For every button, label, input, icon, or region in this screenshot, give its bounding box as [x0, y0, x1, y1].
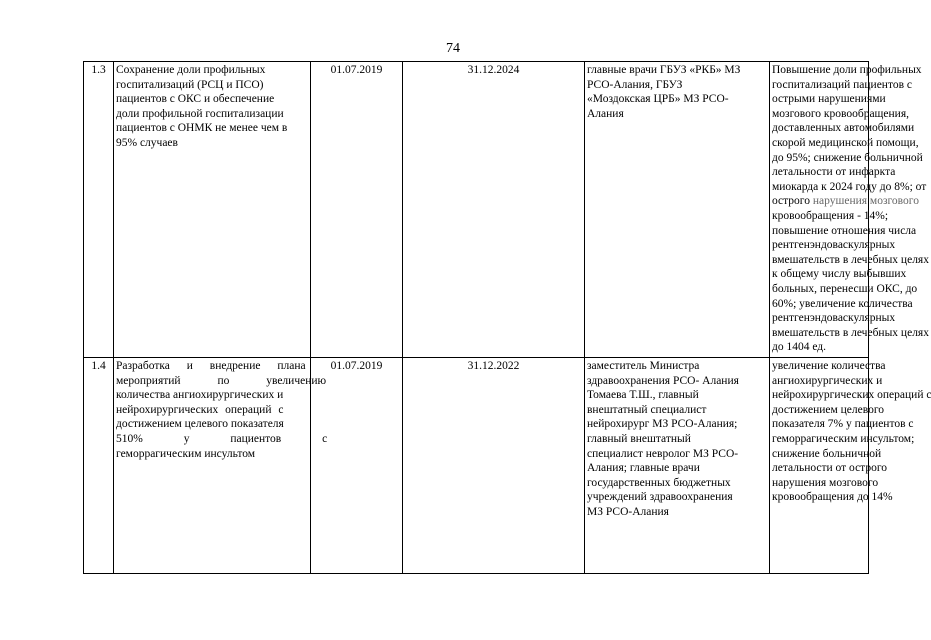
- result-line: нейрохирургических операций с: [772, 389, 931, 402]
- page-number: 74: [446, 41, 460, 56]
- row-number: 1.4: [84, 358, 114, 574]
- activity-title: [114, 62, 311, 358]
- row-number: 1.3: [84, 62, 114, 358]
- title-line: Разработка и внедрение плана: [116, 360, 306, 372]
- result-line: летальности от острого: [772, 462, 888, 475]
- activity-title: [114, 358, 328, 574]
- result-line: вмешательств в лечебных целях: [772, 326, 929, 339]
- result-line: снижение больничной: [772, 447, 882, 460]
- title-line: мероприятий по увеличению: [116, 374, 327, 387]
- title-line: Сохранение доли профильных: [116, 64, 266, 76]
- result-line: рентгенэндоваскулярных: [772, 312, 896, 325]
- result-line: ангиохирургических и: [772, 374, 883, 387]
- end-date: 31.12.2022: [403, 358, 585, 574]
- result-line: кровообращения - 14%;: [772, 209, 889, 222]
- result-line: Повышение доли профильных: [772, 64, 922, 76]
- result-line: мозгового кровообращения,: [772, 107, 909, 120]
- result-line: до 95%; снижение больничной: [772, 151, 923, 164]
- result-line: острыми нарушениями: [772, 93, 886, 106]
- result-line: рентгенэндоваскулярных: [772, 239, 896, 252]
- responsible-line: РСО-Алания, ГБУЗ: [587, 78, 683, 91]
- responsible-line: государственных бюджетных: [587, 476, 731, 489]
- result-line: нарушения мозгового: [772, 476, 879, 489]
- title-line: пациентов с ОКС и обеспечение: [116, 93, 275, 106]
- result-line: показателя 7% у пациентов с: [772, 418, 914, 431]
- result-line: летальности от инфаркта: [772, 166, 896, 179]
- title-line: достижением целевого показателя: [116, 418, 284, 431]
- responsible-line: здравоохранения РСО- Алания: [587, 374, 739, 387]
- title-line: количества ангиохирургических и: [116, 389, 284, 402]
- result-line: госпитализаций пациентов с: [772, 78, 912, 91]
- plan-table: [83, 61, 931, 574]
- result-line: больных, перенесши ОКС, до: [772, 282, 918, 295]
- result-line: кровообращения до 14%: [772, 491, 893, 504]
- responsible-line: «Моздокская ЦРБ» МЗ РСО-: [587, 93, 729, 106]
- expected-result: [770, 358, 931, 574]
- result-line: увеличение количества: [772, 360, 886, 372]
- responsible-line: заместитель Министра: [587, 360, 700, 372]
- result-line: вмешательств в лечебных целях: [772, 253, 929, 266]
- responsible: [585, 358, 770, 574]
- start-date: 01.07.2019: [311, 62, 403, 358]
- start-date: 01.07.2019: [311, 358, 403, 574]
- table-row: [84, 62, 869, 358]
- title-line: доли профильной госпитализации: [116, 107, 284, 120]
- title-line: 95% случаев: [116, 136, 178, 149]
- result-line: повышение отношения числа: [772, 224, 917, 237]
- responsible-line: внештатный специалист: [587, 403, 707, 416]
- result-line: скорой медицинской помощи,: [772, 136, 919, 149]
- result-fragment: острого: [772, 195, 810, 208]
- responsible-line: главный внештатный: [587, 432, 691, 445]
- responsible-line: нейрохирург МЗ РСО-Алания;: [587, 418, 738, 431]
- result-fragment-grey: нарушения мозгового: [812, 195, 919, 208]
- responsible-line: учреждений здравоохранения: [587, 491, 733, 504]
- responsible-line: МЗ РСО-Алания: [587, 505, 669, 518]
- responsible: [585, 62, 770, 358]
- table-row: [84, 358, 869, 574]
- title-line: 510% у пациентов с: [116, 432, 328, 445]
- result-line: геморрагическим инсультом;: [772, 432, 915, 445]
- title-line: госпитализаций (РСЦ и ПСО): [116, 78, 264, 91]
- responsible-line: Томаева Т.Ш., главный: [587, 389, 699, 402]
- result-line: достижением целевого: [772, 403, 885, 416]
- responsible-line: Алания: [587, 107, 624, 120]
- result-line: до 1404 ед.: [772, 341, 827, 354]
- responsible-line: Алания; главные врачи: [587, 462, 700, 475]
- result-line: миокарда к 2024 году до 8%; от: [772, 180, 927, 193]
- title-line: пациентов с ОНМК не менее чем в: [116, 122, 288, 135]
- expected-result: [770, 62, 929, 358]
- result-line: доставленных автомобилями: [772, 122, 915, 135]
- responsible-line: главные врачи ГБУЗ «РКБ» МЗ: [587, 64, 741, 76]
- result-line: 60%; увеличение количества: [772, 297, 913, 310]
- result-line: к общему числу выбывших: [772, 268, 907, 281]
- responsible-line: специалист невролог МЗ РСО-: [587, 447, 739, 460]
- result-line: [772, 194, 919, 209]
- title-line: нейрохирургических операций с: [116, 403, 284, 416]
- end-date: 31.12.2024: [403, 62, 585, 358]
- title-line: геморрагическим инсультом: [116, 447, 256, 460]
